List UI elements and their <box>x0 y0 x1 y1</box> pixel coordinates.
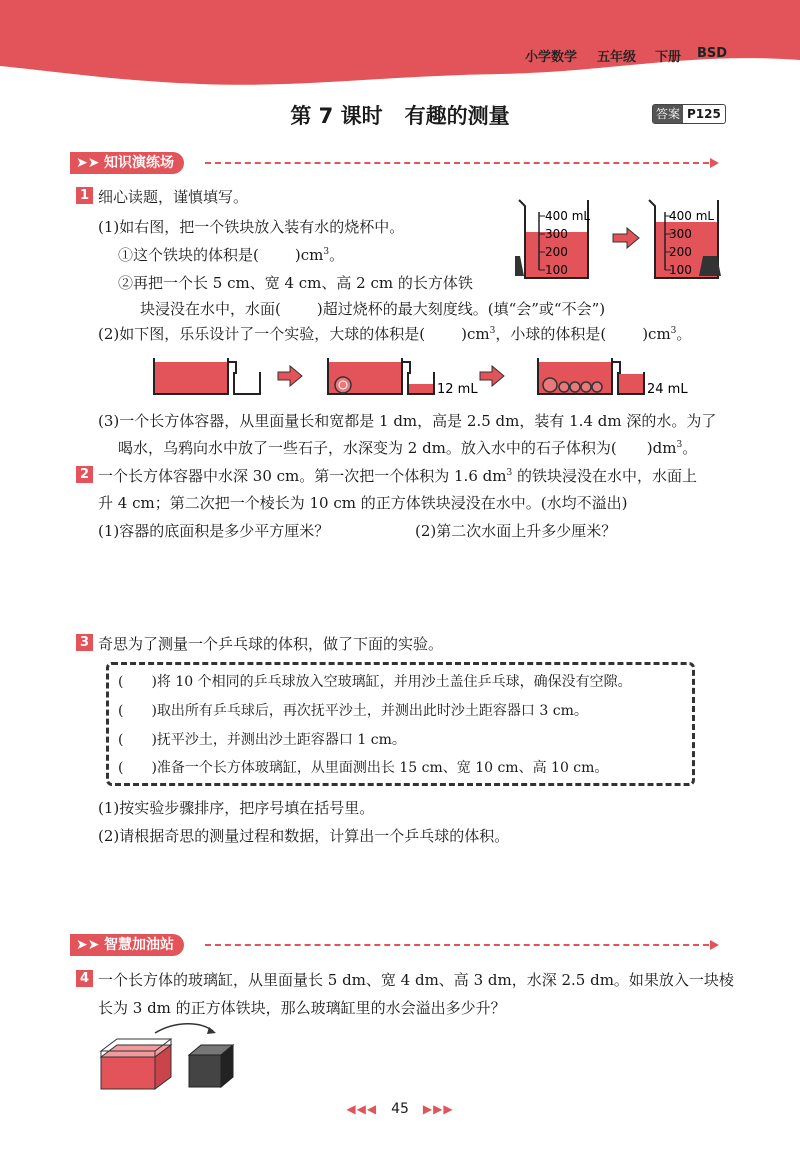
q2-sub2: (2)第二次水面上升多少厘米？ <box>415 522 617 540</box>
q3-sub2: (2)请根据奇思的测量过程和数据，计算出一个乒乓球的体积。 <box>98 827 510 845</box>
q1-part1: (1)如右图，把一个铁块放入装有水的烧杯中。 <box>98 218 405 236</box>
question-number: 3 <box>76 634 93 651</box>
q2-sub1: (1)容器的底面积是多少平方厘米？ <box>98 522 330 540</box>
small-ball-icon <box>570 382 580 392</box>
section-divider <box>205 162 709 164</box>
prev-arrows-icon: ◀◀◀ <box>346 1102 378 1116</box>
beaker-after <box>649 200 721 278</box>
q3-step: ( )取出所有乒乓球后，再次抚平沙土，并测出此时沙土距容器口 3 cm。 <box>118 703 588 719</box>
divider-arrow-icon <box>710 158 719 168</box>
beaker-figure <box>515 194 730 284</box>
answer-reference <box>652 104 726 124</box>
svg-text:100: 100 <box>669 263 692 277</box>
section-arrow-icon: ➤➤ <box>76 937 100 953</box>
q1-part1b-line1: ②再把一个长 5 cm、宽 4 cm、高 2 cm 的长方体铁 <box>118 274 473 292</box>
overflow-label-12ml: 12 mL <box>437 382 478 397</box>
tank-and-cube-figure <box>95 1015 245 1095</box>
header-subject: 小学数学 <box>525 50 578 65</box>
q1-part2: (2)如下图，乐乐设计了一个实验，大球的体积是( )$cm^3$，小球的体积是( )$cm^3$。 <box>98 325 692 343</box>
beaker-mark-400: 400 mL <box>545 209 591 223</box>
header-edition: BSD <box>697 46 728 61</box>
q4-line2: 长为 3 dm 的正方体铁块，那么玻璃缸里的水会溢出多少升？ <box>98 999 506 1017</box>
answer-label: 答案 <box>653 105 683 123</box>
q2-line2: 升 4 cm；第二次把一个棱长为 10 cm 的正方体铁块浸没在水中。(水均不溢出) <box>98 494 628 512</box>
next-arrows-icon: ▶▶▶ <box>422 1102 454 1116</box>
large-ball-icon <box>335 377 351 393</box>
lesson-topic: 有趣的测量 <box>404 104 510 128</box>
right-arrow-icon <box>613 228 639 248</box>
q3-step: ( )准备一个长方体玻璃缸，从里面测出长 15 cm、宽 10 cm、高 10 cm。 <box>118 760 609 776</box>
section-divider <box>205 944 709 946</box>
question-number: 4 <box>76 970 93 987</box>
large-ball-icon <box>543 378 557 392</box>
divider-arrow-icon <box>710 940 719 950</box>
q3-sub1: (1)按实验步骤排序，把序号填在括号里。 <box>98 799 375 817</box>
question-number: 2 <box>76 466 93 483</box>
beaker-mark-100: 100 <box>545 263 568 277</box>
section-arrow-icon: ➤➤ <box>76 155 100 171</box>
right-arrow-icon <box>480 366 504 386</box>
section-practice-label: 知识演练场 <box>104 155 174 171</box>
small-ball-icon <box>592 382 602 392</box>
section-wisdom-tag <box>70 934 184 956</box>
overflow-label-24ml: 24 mL <box>647 382 688 397</box>
q1-part1a: ①这个铁块的体积是( )$cm^3$。 <box>118 246 345 264</box>
q1-intro: 细心读题，谨慎填写。 <box>98 188 249 206</box>
q3-intro: 奇思为了测量一个乒乓球的体积，做了下面的实验。 <box>98 635 444 653</box>
page-number <box>0 1101 800 1117</box>
overflow-experiment-figure <box>150 348 700 398</box>
q4-line1: 一个长方体的玻璃缸，从里面量长 5 dm、宽 4 dm、高 3 dm，水深 2.5 dm。如果放入一块棱 <box>98 971 734 989</box>
section-wisdom-label: 智慧加油站 <box>104 937 174 953</box>
lesson-number: 第 7 课时 <box>290 104 383 128</box>
small-ball-icon <box>581 382 591 392</box>
q1-part3-line1: (3)一个长方体容器，从里面量长和宽都是 1 dm，高是 2.5 dm，装有 1.4 dm 深的水。为了 <box>98 412 717 430</box>
header-volume: 下册 <box>655 50 682 65</box>
q3-step: ( )将 10 个相同的乒乓球放入空玻璃缸，并用沙土盖住乒乓球，确保没有空隙。 <box>118 674 632 690</box>
svg-text:400 mL: 400 mL <box>669 209 715 223</box>
header-grade: 五年级 <box>597 50 637 65</box>
beaker-before <box>515 200 590 278</box>
beaker-mark-200: 200 <box>545 245 568 259</box>
svg-text:200: 200 <box>669 245 692 259</box>
iron-block-icon <box>515 256 524 276</box>
glass-tank-icon <box>101 1039 171 1089</box>
page-number-value: 45 <box>391 1101 409 1117</box>
q3-step: ( )抚平沙土，并测出沙土距容器口 1 cm。 <box>118 732 406 748</box>
right-arrow-icon <box>278 366 302 386</box>
small-ball-icon <box>559 382 569 392</box>
q2-line1: 一个长方体容器中水深 30 cm。第一次把一个体积为 1.6 $dm^3$ 的铁块浸没在水中，水面上 <box>98 467 697 485</box>
q1-part3-line2: 喝水，乌鸦向水中放了一些石子，水深变为 2 dm。放入水中的石子体积为( )$dm^3$。 <box>118 439 698 457</box>
iron-cube-icon <box>189 1045 233 1087</box>
svg-text:300: 300 <box>669 227 692 241</box>
answer-page: P125 <box>687 107 721 121</box>
section-practice-tag <box>70 152 184 174</box>
q1-part1b-line2: 块浸没在水中，水面( )超过烧杯的最大刻度线。(填“会”或“不会”) <box>140 300 606 318</box>
question-number: 1 <box>76 187 93 204</box>
beaker-mark-300: 300 <box>545 227 568 241</box>
